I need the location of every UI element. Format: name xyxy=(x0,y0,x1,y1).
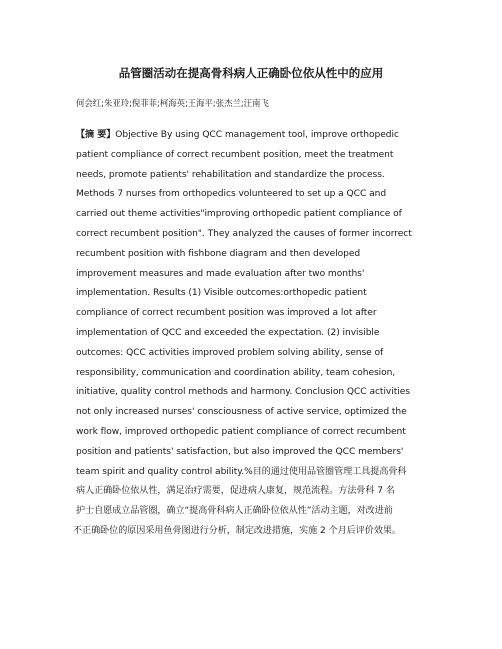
abstract-line: needs, promote patients' rehabilitation and standardize the process. xyxy=(76,169,385,180)
abstract-line: implementation. Results (1) Visible outcomes:orthopedic patient xyxy=(76,288,367,299)
abstract-line: position and patients' satisfaction, but also improved the QCC members' xyxy=(76,446,404,457)
abstract-line: team spirit and quality control ability.%目的通过使用品管圈管理工具提高骨科 xyxy=(76,466,407,477)
abstract-line: implementation of QCC and exceeded the expectation. (2) invisible xyxy=(76,327,380,338)
abstract-text: Objective By using QCC management tool, improve orthopedic xyxy=(115,130,399,140)
abstract-line: 护士自愿成立品管圈，确立“提高骨科病人正确卧位依从性”活动主题，对改进前 xyxy=(76,506,393,517)
abstract-line: improvement measures and made evaluation after two months' xyxy=(76,268,365,279)
abstract-line: patient compliance of correct recumbent position, meet the treatment xyxy=(76,149,394,160)
abstract-line: outcomes: QCC activities improved problem solving ability, sense of xyxy=(76,347,384,358)
abstract-label: 【摘 要】 xyxy=(76,130,116,140)
abstract-line: work flow, improved orthopedic patient compliance of correct recumbent xyxy=(76,426,406,437)
abstract-line: responsibility, communication and coordination ability, team cohesion, xyxy=(76,367,396,378)
abstract-line: carried out theme activities"improving orthopedic patient compliance of xyxy=(76,209,402,220)
abstract-line: initiative, quality control methods and harmony. Conclusion QCC activities xyxy=(76,387,410,398)
abstract-line: Methods 7 nurses from orthopedics volunteered to set up a QCC and xyxy=(76,189,387,200)
abstract xyxy=(73,126,436,542)
paper-title: 品管圈活动在提高骨科病人正确卧位依从性中的应用 xyxy=(118,66,384,80)
abstract-line: 不正确卧位的原因采用鱼骨图进行分析，制定改进措施，实施 2 个月后评价效果。 xyxy=(73,525,401,536)
abstract-line: not only increased nurses' consciousness of active service, optimized the xyxy=(76,407,407,418)
abstract-line: correct recumbent position". They analyzed the causes of former incorrect xyxy=(76,228,412,239)
abstract-line: 病人正确卧位依从性，满足治疗需要，促进病人康复，规范流程。方法骨科 7 名 xyxy=(76,486,395,497)
abstract-line xyxy=(76,126,436,146)
abstract-line: recumbent position with fishbone diagram and then developed xyxy=(76,248,361,259)
author-list: 何会红;朱亚玲;倪菲菲;柯海英;王海平;张杰兰;汪南飞 xyxy=(76,98,269,108)
abstract-line: compliance of correct recumbent position was improved a lot after xyxy=(76,308,377,319)
